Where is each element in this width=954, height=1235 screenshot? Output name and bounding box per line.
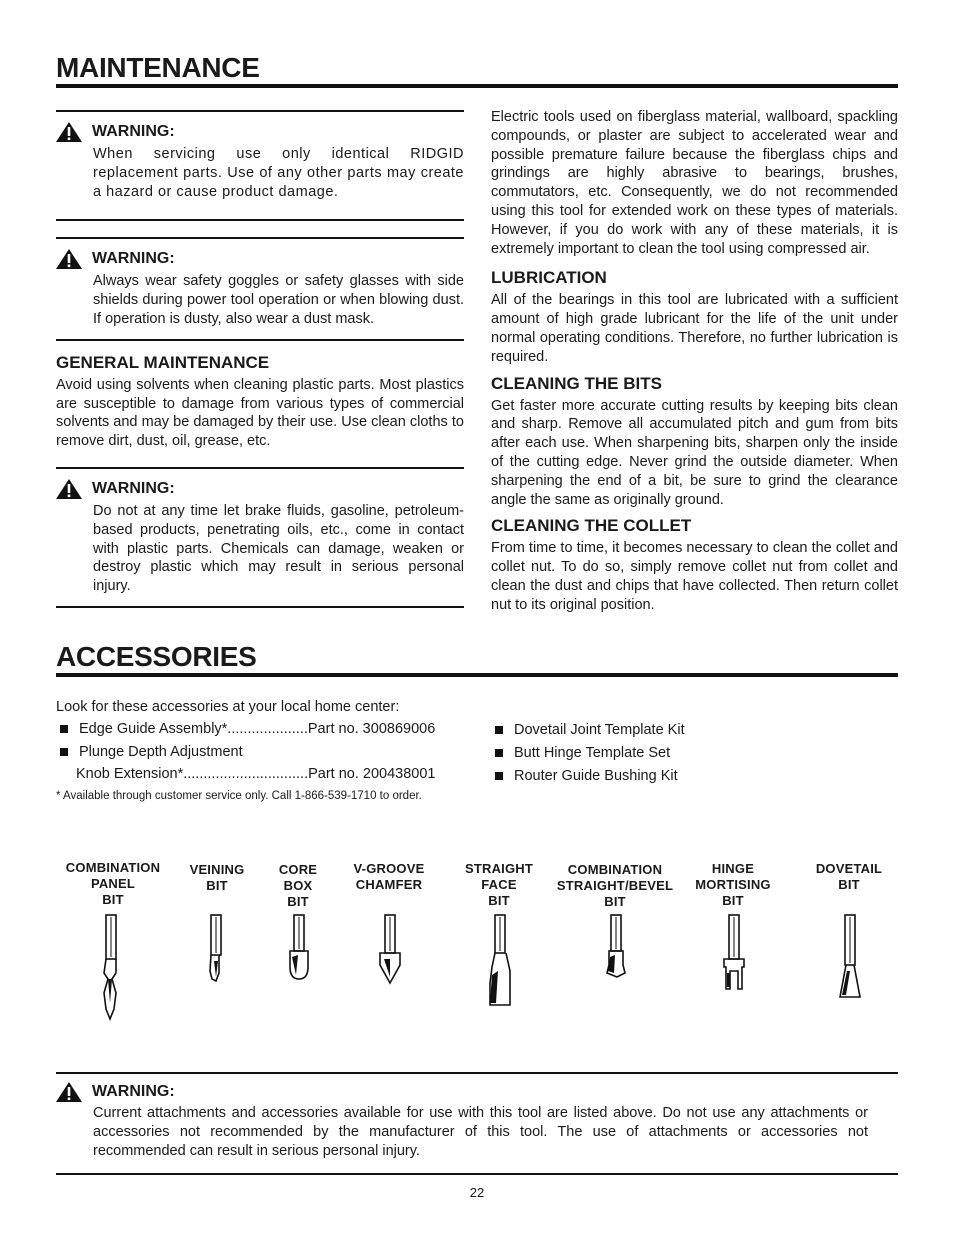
page-number: 22: [469, 1185, 485, 1200]
bit-label-hinge-mortising: HINGE MORTISING BIT: [695, 861, 771, 908]
warning-body: Current attachments and accessories available for use with this tool are listed above. Do not use any attachments or accessories not recommended by the manufacturer of this tool. The use of attachments or accessories not recommended can result in serious personal injury.: [93, 1105, 868, 1159]
divider: [56, 339, 464, 341]
warning-title: WARNING:: [92, 250, 175, 268]
maintenance-right-column: [491, 108, 898, 615]
bit-label-dovetail: DOVETAIL BIT: [815, 861, 883, 892]
divider: [56, 606, 464, 608]
dovetail-bit-icon: [836, 913, 864, 1001]
bullet-icon: [60, 725, 68, 733]
list-item-continuation: Knob Extension*...............................Part no. 200438001: [76, 766, 436, 782]
bit-label-v-groove: V-GROOVE CHAMFER: [353, 861, 425, 892]
divider: [56, 110, 464, 112]
accessories-heading: ACCESSORIES: [56, 641, 257, 672]
bit-label-core-box: CORE BOX BIT: [278, 862, 318, 909]
warning-title: WARNING:: [92, 1083, 175, 1100]
accessories-intro: Look for these accessories at your local home center:: [56, 699, 400, 715]
list-item: Edge Guide Assembly*....................Part no. 300869006: [56, 718, 476, 741]
section-title: GENERAL MAINTENANCE: [56, 352, 270, 372]
section-title: CLEANING THE COLLET: [491, 516, 692, 536]
bit-label-combination-straight-bevel: COMBINATION STRAIGHT/BEVEL BIT: [556, 862, 674, 909]
bullet-icon: [60, 748, 68, 756]
cleaning-collet-section: [491, 516, 898, 614]
accessories-rule: [56, 673, 898, 677]
straight-face-bit-icon: [486, 913, 514, 1009]
warning-title: WARNING:: [92, 123, 175, 140]
general-maintenance-section: [56, 353, 464, 451]
warning-box-3: [56, 479, 464, 596]
bit-label-straight-face: STRAIGHT FACE BIT: [464, 861, 534, 908]
section-title: CLEANING THE BITS: [491, 373, 662, 393]
bit-label-veining: VEINING BIT: [189, 862, 245, 893]
bullet-icon: [495, 749, 503, 757]
section-body: Avoid using solvents when cleaning plastic parts. Most plastics are susceptible to damage from various types of commercial solvents and may be damaged by their use. Use clean cloths to remove dirt, dust, oil, grease, etc.: [56, 376, 464, 450]
section-title: LUBRICATION: [491, 268, 607, 288]
lubrication-section: [491, 268, 898, 366]
list-item: Router Guide Bushing Kit: [491, 765, 891, 788]
accessories-left-list: [56, 697, 476, 804]
divider: [56, 237, 464, 239]
electric-tools-paragraph: Electric tools used on fiberglass material, wallboard, spackling compounds, or plaster are subject to accelerated wear and possible premature failure because the fiberglass chips and grindings are highly abrasive to bearings, brushes, commutators, etc. Consequently, we do not recommended using this tool for extended work on these types of materials. However, if you do work with any of these materials, it is extremely important to clean the tool using compressed air.: [491, 109, 898, 257]
hinge-mortising-bit-icon: [720, 913, 748, 993]
warning-body: When servicing use only identical RIDGID replacement parts. Use of any other parts may create a hazard or cause product damage.: [93, 146, 464, 200]
list-item: Plunge Depth Adjustment: [56, 741, 476, 764]
warning-body: Do not at any time let brake fluids, gasoline, petroleum-based products, penetrating oils, etc., come in contact with plastic parts. Chemicals can damage, weaken or destroy plastic which may result in serious personal injury.: [93, 502, 464, 595]
accessories-warning-box: [56, 1082, 898, 1160]
warning-triangle-icon: [56, 1082, 82, 1102]
warning-triangle-icon: [56, 249, 82, 269]
warning-box-2: [56, 249, 464, 328]
warning-title: WARNING:: [92, 479, 175, 497]
section-body: From time to time, it becomes necessary to clean the collet and collet nut. To do so, simply remove collet nut from collet and clean the dust and chips that have collected. Then return collet nut to its original position.: [491, 540, 898, 613]
combination-panel-bit-icon: [100, 913, 124, 1023]
divider: [56, 467, 464, 469]
warning-body: Always wear safety goggles or safety glasses with side shields during power tool operation or when blowing dust. If operation is dusty, also wear a dust mask.: [93, 273, 464, 327]
combination-straight-bevel-bit-icon: [603, 913, 629, 979]
warning-box-1: [56, 122, 464, 201]
footnote: * Available through customer service only. Call 1-866-539-1710 to order.: [56, 790, 422, 802]
section-body: All of the bearings in this tool are lubricated with a sufficient amount of high grade lubricant for the life of the unit under normal operating conditions. Therefore, no further lubrication is required.: [491, 292, 898, 365]
divider: [56, 1072, 898, 1074]
bullet-icon: [495, 772, 503, 780]
divider: [56, 1173, 898, 1175]
core-box-bit-icon: [286, 913, 312, 983]
warning-triangle-icon: [56, 122, 82, 142]
maintenance-rule: [56, 84, 898, 88]
list-item: Dovetail Joint Template Kit: [491, 719, 891, 742]
accessories-right-list: [491, 719, 891, 788]
cleaning-bits-section: [491, 374, 898, 510]
bullet-icon: [495, 726, 503, 734]
maintenance-heading: MAINTENANCE: [56, 52, 260, 83]
v-groove-bit-icon: [376, 913, 404, 985]
maintenance-left-column: [56, 110, 464, 608]
list-item: Butt Hinge Template Set: [491, 742, 891, 765]
bit-label-combination-panel: COMBINATION PANEL BIT: [65, 860, 161, 907]
veining-bit-icon: [206, 913, 226, 985]
divider: [56, 219, 464, 221]
warning-triangle-icon: [56, 479, 82, 499]
section-body: Get faster more accurate cutting results by keeping bits clean and sharp. Remove all accumulated pitch and gum from bits after each use. When sharpening bits, sharpen only the inside of the cutting edge. Never grind the outside diameter. When sharpening the end of a bit, be sure to grind the clearance angle the same as originally ground.: [491, 397, 898, 508]
